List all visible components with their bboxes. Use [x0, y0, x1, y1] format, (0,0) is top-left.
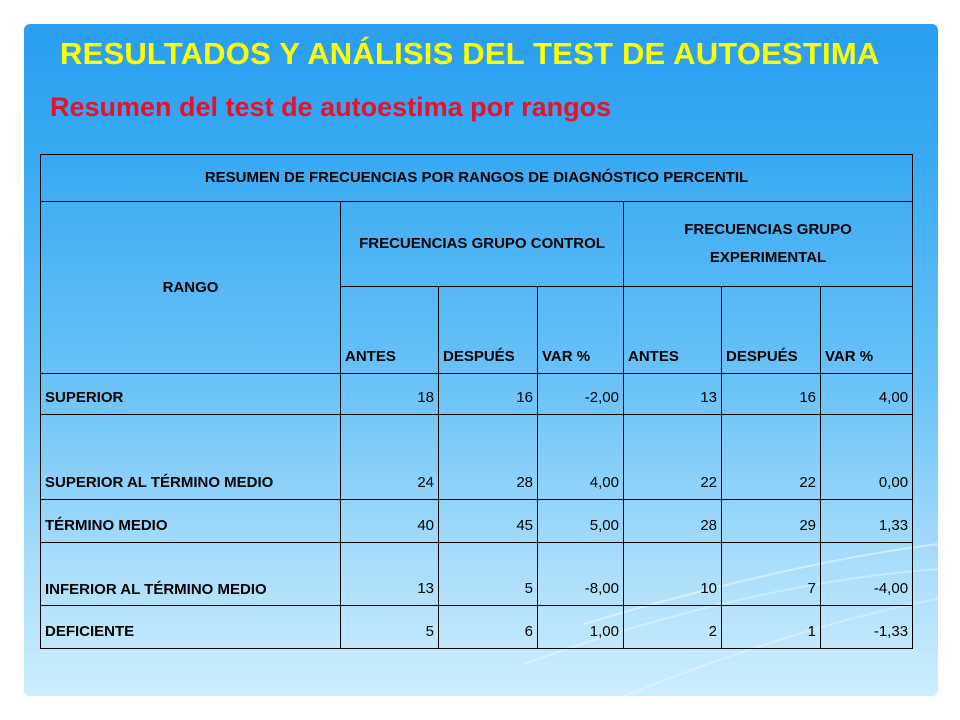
table-cell: 10: [624, 543, 722, 606]
sub-header-antes: ANTES: [341, 287, 439, 374]
slide-subtitle: Resumen del test de autoestima por rangos: [50, 92, 612, 122]
table-cell: 40: [341, 500, 439, 543]
group-control-header: FRECUENCIAS GRUPO CONTROL: [341, 202, 624, 287]
table-row: [41, 415, 913, 500]
table-cell: -8,00: [538, 543, 624, 606]
row-label: DEFICIENTE: [41, 606, 341, 649]
row-label: INFERIOR AL TÉRMINO MEDIO: [41, 543, 341, 606]
sub-header-var: VAR %: [821, 287, 913, 374]
table-cell: 28: [439, 415, 538, 500]
table-cell: 13: [624, 374, 722, 415]
table-cell: 7: [722, 543, 821, 606]
table-cell: 45: [439, 500, 538, 543]
table-row: [41, 543, 913, 606]
table-row: [41, 606, 913, 649]
table-cell: -1,33: [821, 606, 913, 649]
table-cell: 22: [624, 415, 722, 500]
sub-header-despues: DESPUÉS: [439, 287, 538, 374]
sub-header-var: VAR %: [538, 287, 624, 374]
table-cell: 16: [722, 374, 821, 415]
table-caption: RESUMEN DE FRECUENCIAS POR RANGOS DE DIAGNÓSTICO PERCENTIL: [41, 155, 913, 202]
sub-header-antes: ANTES: [624, 287, 722, 374]
table-cell: 6: [439, 606, 538, 649]
table-cell: 1: [722, 606, 821, 649]
table-cell: -4,00: [821, 543, 913, 606]
table-cell: 28: [624, 500, 722, 543]
table-cell: 13: [341, 543, 439, 606]
table-cell: 5: [439, 543, 538, 606]
row-label: SUPERIOR: [41, 374, 341, 415]
table-cell: 4,00: [821, 374, 913, 415]
table-cell: 1,33: [821, 500, 913, 543]
slide-title: RESULTADOS Y ANÁLISIS DEL TEST DE AUTOESTIMA: [60, 36, 880, 71]
table-cell: 5,00: [538, 500, 624, 543]
rango-header: RANGO: [41, 202, 341, 374]
table-cell: 2: [624, 606, 722, 649]
sub-header-despues: DESPUÉS: [722, 287, 821, 374]
table-group-header-row: [41, 202, 913, 287]
table-cell: 18: [341, 374, 439, 415]
table-cell: 5: [341, 606, 439, 649]
summary-table: [40, 154, 913, 649]
table-cell: 4,00: [538, 415, 624, 500]
group-experimental-header: FRECUENCIAS GRUPO EXPERIMENTAL: [624, 202, 913, 287]
table-row: [41, 500, 913, 543]
row-label: SUPERIOR AL TÉRMINO MEDIO: [41, 415, 341, 500]
table-cell: 16: [439, 374, 538, 415]
table-cell: 1,00: [538, 606, 624, 649]
table-cell: 0,00: [821, 415, 913, 500]
table-caption-row: [41, 155, 913, 202]
table-cell: -2,00: [538, 374, 624, 415]
table-cell: 29: [722, 500, 821, 543]
row-label: TÉRMINO MEDIO: [41, 500, 341, 543]
table-row: [41, 374, 913, 415]
table-cell: 24: [341, 415, 439, 500]
slide: [24, 24, 938, 696]
table-cell: 22: [722, 415, 821, 500]
